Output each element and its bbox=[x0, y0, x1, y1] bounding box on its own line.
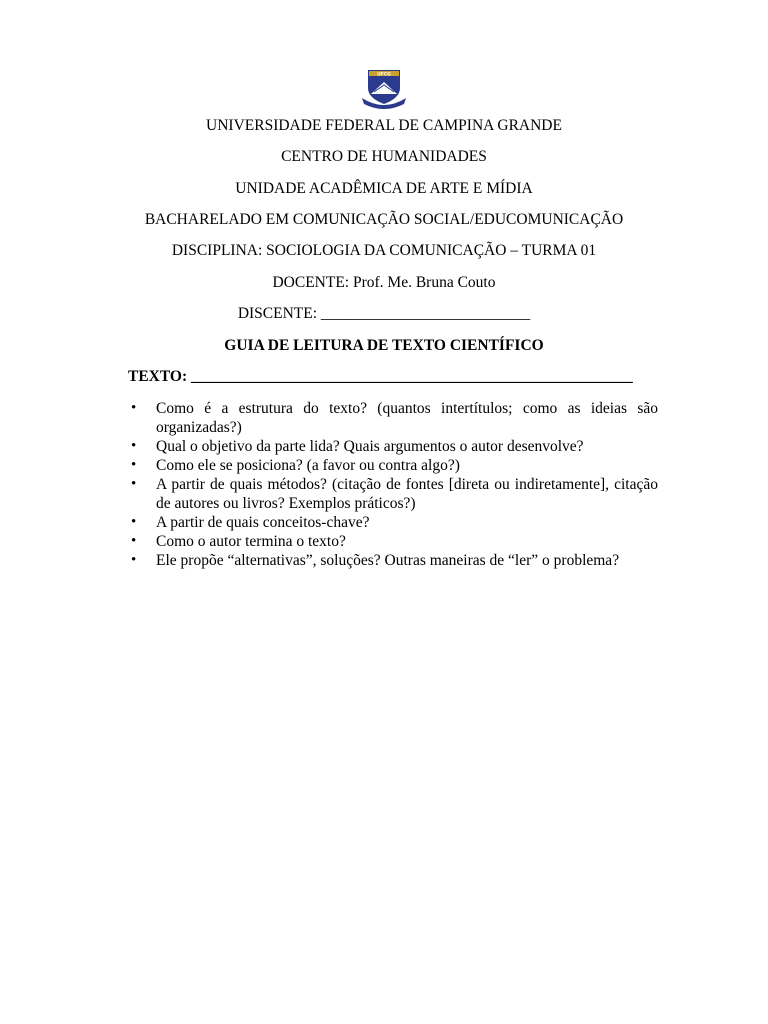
bullet-icon: • bbox=[131, 476, 137, 492]
ufcg-crest-icon bbox=[362, 68, 406, 110]
question-text: Como ele se posiciona? (a favor ou contra algo?) bbox=[156, 457, 460, 474]
logo-text: UFCG bbox=[377, 72, 391, 78]
student-field: DISCENTE: ___________________________ bbox=[237, 305, 531, 322]
question-list bbox=[128, 399, 658, 570]
bullet-icon: • bbox=[131, 552, 137, 568]
list-item bbox=[128, 456, 658, 475]
academic-unit: UNIDADE ACADÊMICA DE ARTE E MÍDIA bbox=[235, 180, 533, 197]
question-text: Ele propõe “alternativas”, soluções? Outras maneiras de “ler” o problema? bbox=[156, 552, 620, 569]
center-name: CENTRO DE HUMANIDADES bbox=[281, 148, 487, 165]
teacher: DOCENTE: Prof. Me. Bruna Couto bbox=[272, 274, 496, 291]
bullet-icon: • bbox=[131, 533, 137, 549]
list-item bbox=[128, 551, 658, 570]
bullet-icon: • bbox=[131, 438, 137, 454]
question-text: A partir de quais métodos? (citação de fontes [direta ou indiretamente], citação de autores ou livros? Exemplos práticos?) bbox=[156, 476, 658, 512]
bullet-icon: • bbox=[131, 514, 137, 530]
university-name: UNIVERSIDADE FEDERAL DE CAMPINA GRANDE bbox=[206, 117, 562, 134]
guide-title: GUIA DE LEITURA DE TEXTO CIENTÍFICO bbox=[224, 337, 544, 354]
discipline: DISCIPLINA: SOCIOLOGIA DA COMUNICAÇÃO – TURMA 01 bbox=[171, 242, 597, 259]
bullet-icon: • bbox=[131, 457, 137, 473]
list-item bbox=[128, 399, 658, 437]
list-item bbox=[128, 532, 658, 551]
question-text: A partir de quais conceitos-chave? bbox=[156, 514, 370, 531]
list-item bbox=[128, 513, 658, 532]
texto-field: TEXTO: _________________________________________________________ bbox=[128, 368, 633, 385]
question-text: Como o autor termina o texto? bbox=[156, 533, 346, 550]
list-item bbox=[128, 475, 658, 513]
question-text: Qual o objetivo da parte lida? Quais argumentos o autor desenvolve? bbox=[156, 438, 584, 455]
bullet-icon: • bbox=[131, 400, 137, 416]
question-text: Como é a estrutura do texto? (quantos intertítulos; como as ideias são organizadas?) bbox=[156, 400, 658, 436]
course-name: BACHARELADO EM COMUNICAÇÃO SOCIAL/EDUCOMUNICAÇÃO bbox=[144, 211, 624, 228]
list-item bbox=[128, 437, 658, 456]
